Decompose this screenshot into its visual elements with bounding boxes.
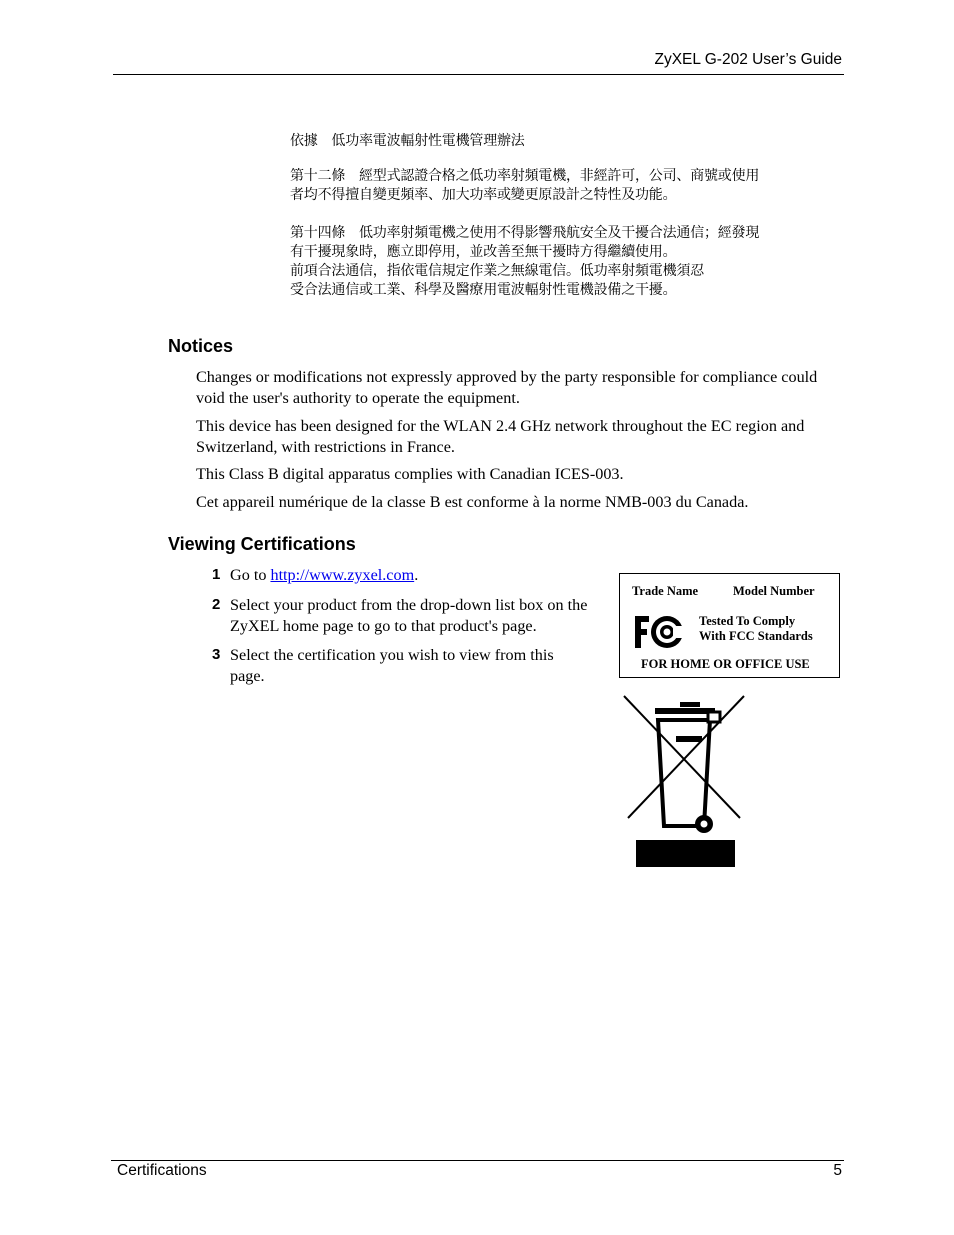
viewing-certifications-heading: Viewing Certifications [168,534,356,554]
fcc-tested-line-1: Tested To Comply [699,614,796,628]
zyxel-website-link[interactable]: http://www.zyxel.com [270,566,415,584]
step-1-text [230,565,615,586]
header-divider [113,74,844,75]
fcc-logo-icon [633,614,685,650]
notice-paragraph: This device has been designed for the WLAN 2.4 GHz network throughout the EC region and Switzerland, with restrictions in France. [196,417,805,456]
crossed-out-wheelie-bin-icon [622,692,746,870]
cjk-line: 第十二條 經型式認證合格之低功率射頻電機，非經許可，公司、商號或使用 [290,168,760,184]
fcc-compliance-label [619,573,840,678]
step-1-suffix: . [414,566,419,584]
taiwan-notice-title [290,132,525,151]
step-number: 3 [212,646,221,663]
cjk-line: 有干擾現象時，應立即停用，並改善至無干擾時方得繼續使用。 [290,244,677,260]
cjk-line: 第十四條 低功率射頻電機之使用不得影響飛航安全及干擾合法通信；經發現 [290,225,760,241]
notice-paragraph: Changes or modifications not expressly approved by the party responsible for compliance could void the user's authority to operate the equipment. [196,368,818,407]
footer-page-number: 5 [833,1162,842,1179]
step-number: 2 [212,596,221,613]
taiwan-notice-article-14 [290,224,759,300]
footer-section-name: Certifications [117,1162,207,1179]
fcc-tested-line-2: With FCC Standards [699,629,813,643]
taiwan-notice-article-12 [290,167,759,205]
cjk-line: 前項合法通信，指依電信規定作業之無線電信。低功率射頻電機須忍 [290,263,704,279]
step-1-prefix: Go to [230,566,271,584]
fcc-trade-name: Trade Name [632,584,699,598]
running-header-title: ZyXEL G-202 User’s Guide [654,51,842,68]
step-number: 1 [212,566,221,583]
step-2-text: Select your product from the drop-down list box on the ZyXEL home page to go to that product's page. [230,596,588,635]
notice-paragraph: This Class B digital apparatus complies with Canadian ICES-003. [196,465,624,483]
fcc-home-office-use: FOR HOME OR OFFICE USE [641,657,810,671]
cjk-line: 受合法通信或工業、科學及醫療用電波輻射性電機設備之干擾。 [290,282,677,298]
fcc-model-number: Model Number [733,584,815,598]
footer-divider [111,1160,844,1161]
notices-heading: Notices [168,336,234,356]
cjk-line: 依據 低功率電波輻射性電機管理辦法 [290,133,525,149]
cjk-line: 者均不得擅自變更頻率、加大功率或變更原設計之特性及功能。 [290,187,677,203]
step-3-text: Select the certification you wish to view from this page. [230,646,554,685]
notice-paragraph: Cet appareil numérique de la classe B est conforme à la norme NMB-003 du Canada. [196,493,749,511]
